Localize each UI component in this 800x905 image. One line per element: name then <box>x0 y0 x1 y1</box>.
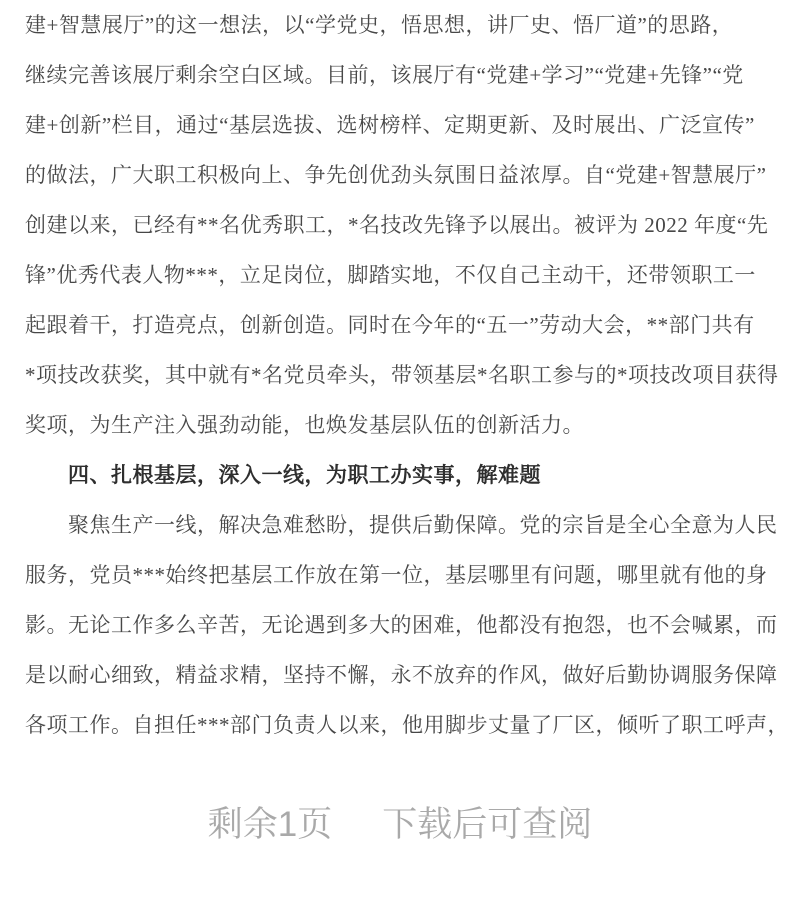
text-line: 创建以来，已经有**名优秀职工，*名技改先锋予以展出。被评为 2022 年度“先 <box>25 213 769 237</box>
text-line: 聚焦生产一线，解决急难愁盼，提供后勤保障。党的宗旨是全心全意为人民 <box>68 513 778 537</box>
document-body <box>25 0 789 750</box>
text-line: 的做法，广大职工积极向上、争先创优劲头氛围日益浓厚。自“党建+智慧展厅” <box>25 163 767 187</box>
remaining-pages-notice <box>0 800 800 850</box>
remaining-pages-count: 剩余1页 <box>207 805 333 844</box>
text-line: 服务，党员***始终把基层工作放在第一位，基层哪里有问题，哪里就有他的身 <box>25 563 768 587</box>
text-line: 建+创新”栏目，通过“基层选拔、选树榜样、定期更新、及时展出、广泛宣传” <box>25 113 755 137</box>
text-line: 影。无论工作多么辛苦，无论遇到多大的困难，他都没有抱怨，也不会喊累，而 <box>25 613 778 637</box>
text-line: *项技改获奖，其中就有*名党员牵头，带领基层*名职工参与的*项技改项目获得 <box>25 363 779 387</box>
text-line: 奖项，为生产注入强劲动能，也焕发基层队伍的创新活力。 <box>25 413 584 437</box>
text-line: 建+智慧展厅”的这一想法，以“学党史，悟思想，讲厂史、悟厂道”的思路， <box>25 13 734 37</box>
text-line: 锋”优秀代表人物***，立足岗位，脚踏实地，不仅自己主动干，还带领职工一 <box>25 263 756 287</box>
text-line: 继续完善该展厅剩余空白区域。目前，该展厅有“党建+学习”“党建+先锋”“党 <box>25 63 744 87</box>
download-hint: 下载后可查阅 <box>382 805 593 844</box>
section-heading-four: 四、扎根基层，深入一线，为职工办实事，解难题 <box>68 463 541 487</box>
text-line: 起跟着干，打造亮点，创新创造。同时在今年的“五一”劳动大会，**部门共有 <box>25 313 755 337</box>
text-line: 各项工作。自担任***部门负责人以来，他用脚步丈量了厂区，倾听了职工呼声， <box>25 713 789 737</box>
paragraph-body <box>25 500 789 750</box>
paragraph-continued <box>25 0 779 450</box>
text-line: 是以耐心细致，精益求精，坚持不懈，永不放弃的作风，做好后勤协调服务保障 <box>25 663 778 687</box>
